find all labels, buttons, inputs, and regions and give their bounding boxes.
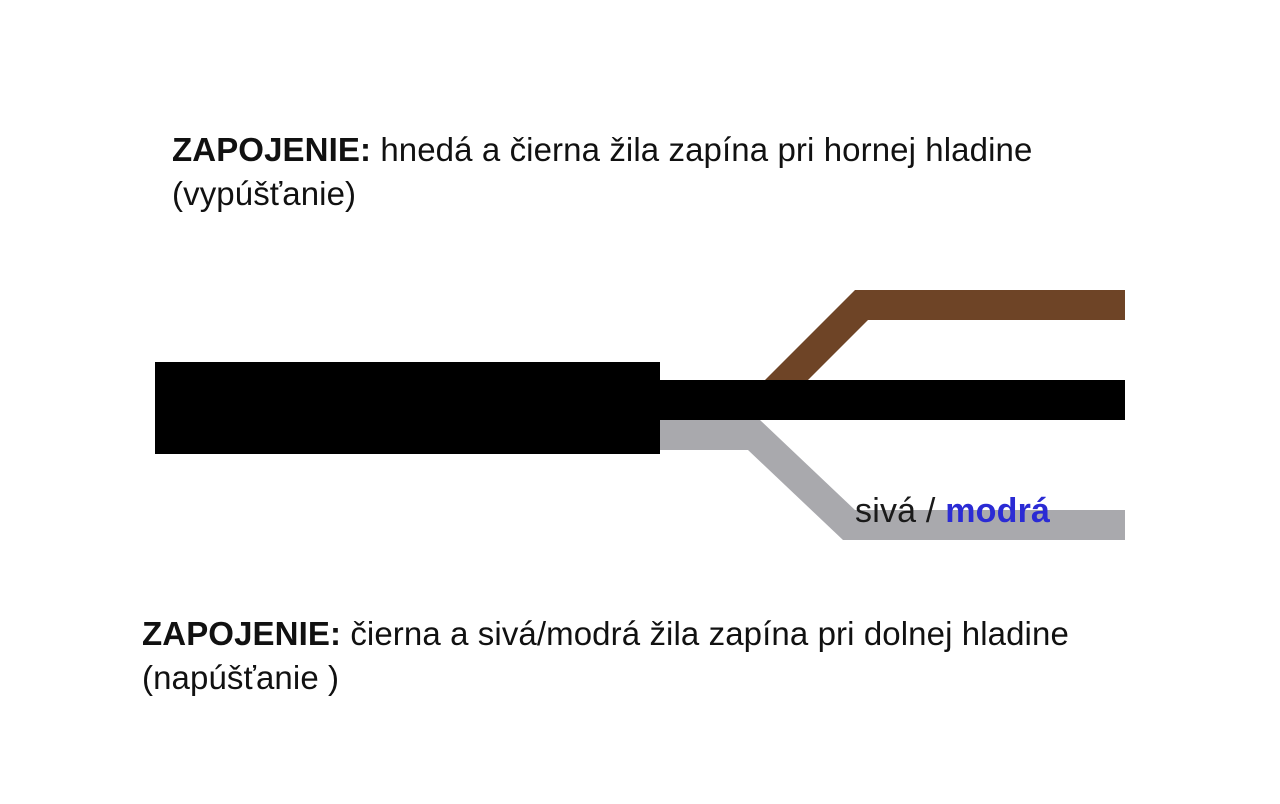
black-wire — [655, 380, 1125, 420]
cable-diagram — [0, 240, 1280, 570]
wire-label-blue: modrá — [945, 492, 1051, 530]
top-caption-text: hnedá a čierna žila zapína pri hornej hladine (vypúšťanie) — [172, 131, 1033, 212]
bottom-caption — [142, 612, 1152, 699]
wire-label — [855, 492, 1050, 531]
bottom-caption-lead: ZAPOJENIE: — [142, 615, 342, 652]
wire-label-separator: / — [916, 492, 946, 530]
cable-sheath — [155, 362, 660, 454]
bottom-caption-text: čierna a sivá/modrá žila zapína pri dolnej hladine (napúšťanie ) — [142, 615, 1069, 696]
top-caption-lead: ZAPOJENIE: — [172, 131, 372, 168]
top-caption — [172, 128, 1112, 215]
wire-label-grey: sivá — [855, 492, 917, 530]
